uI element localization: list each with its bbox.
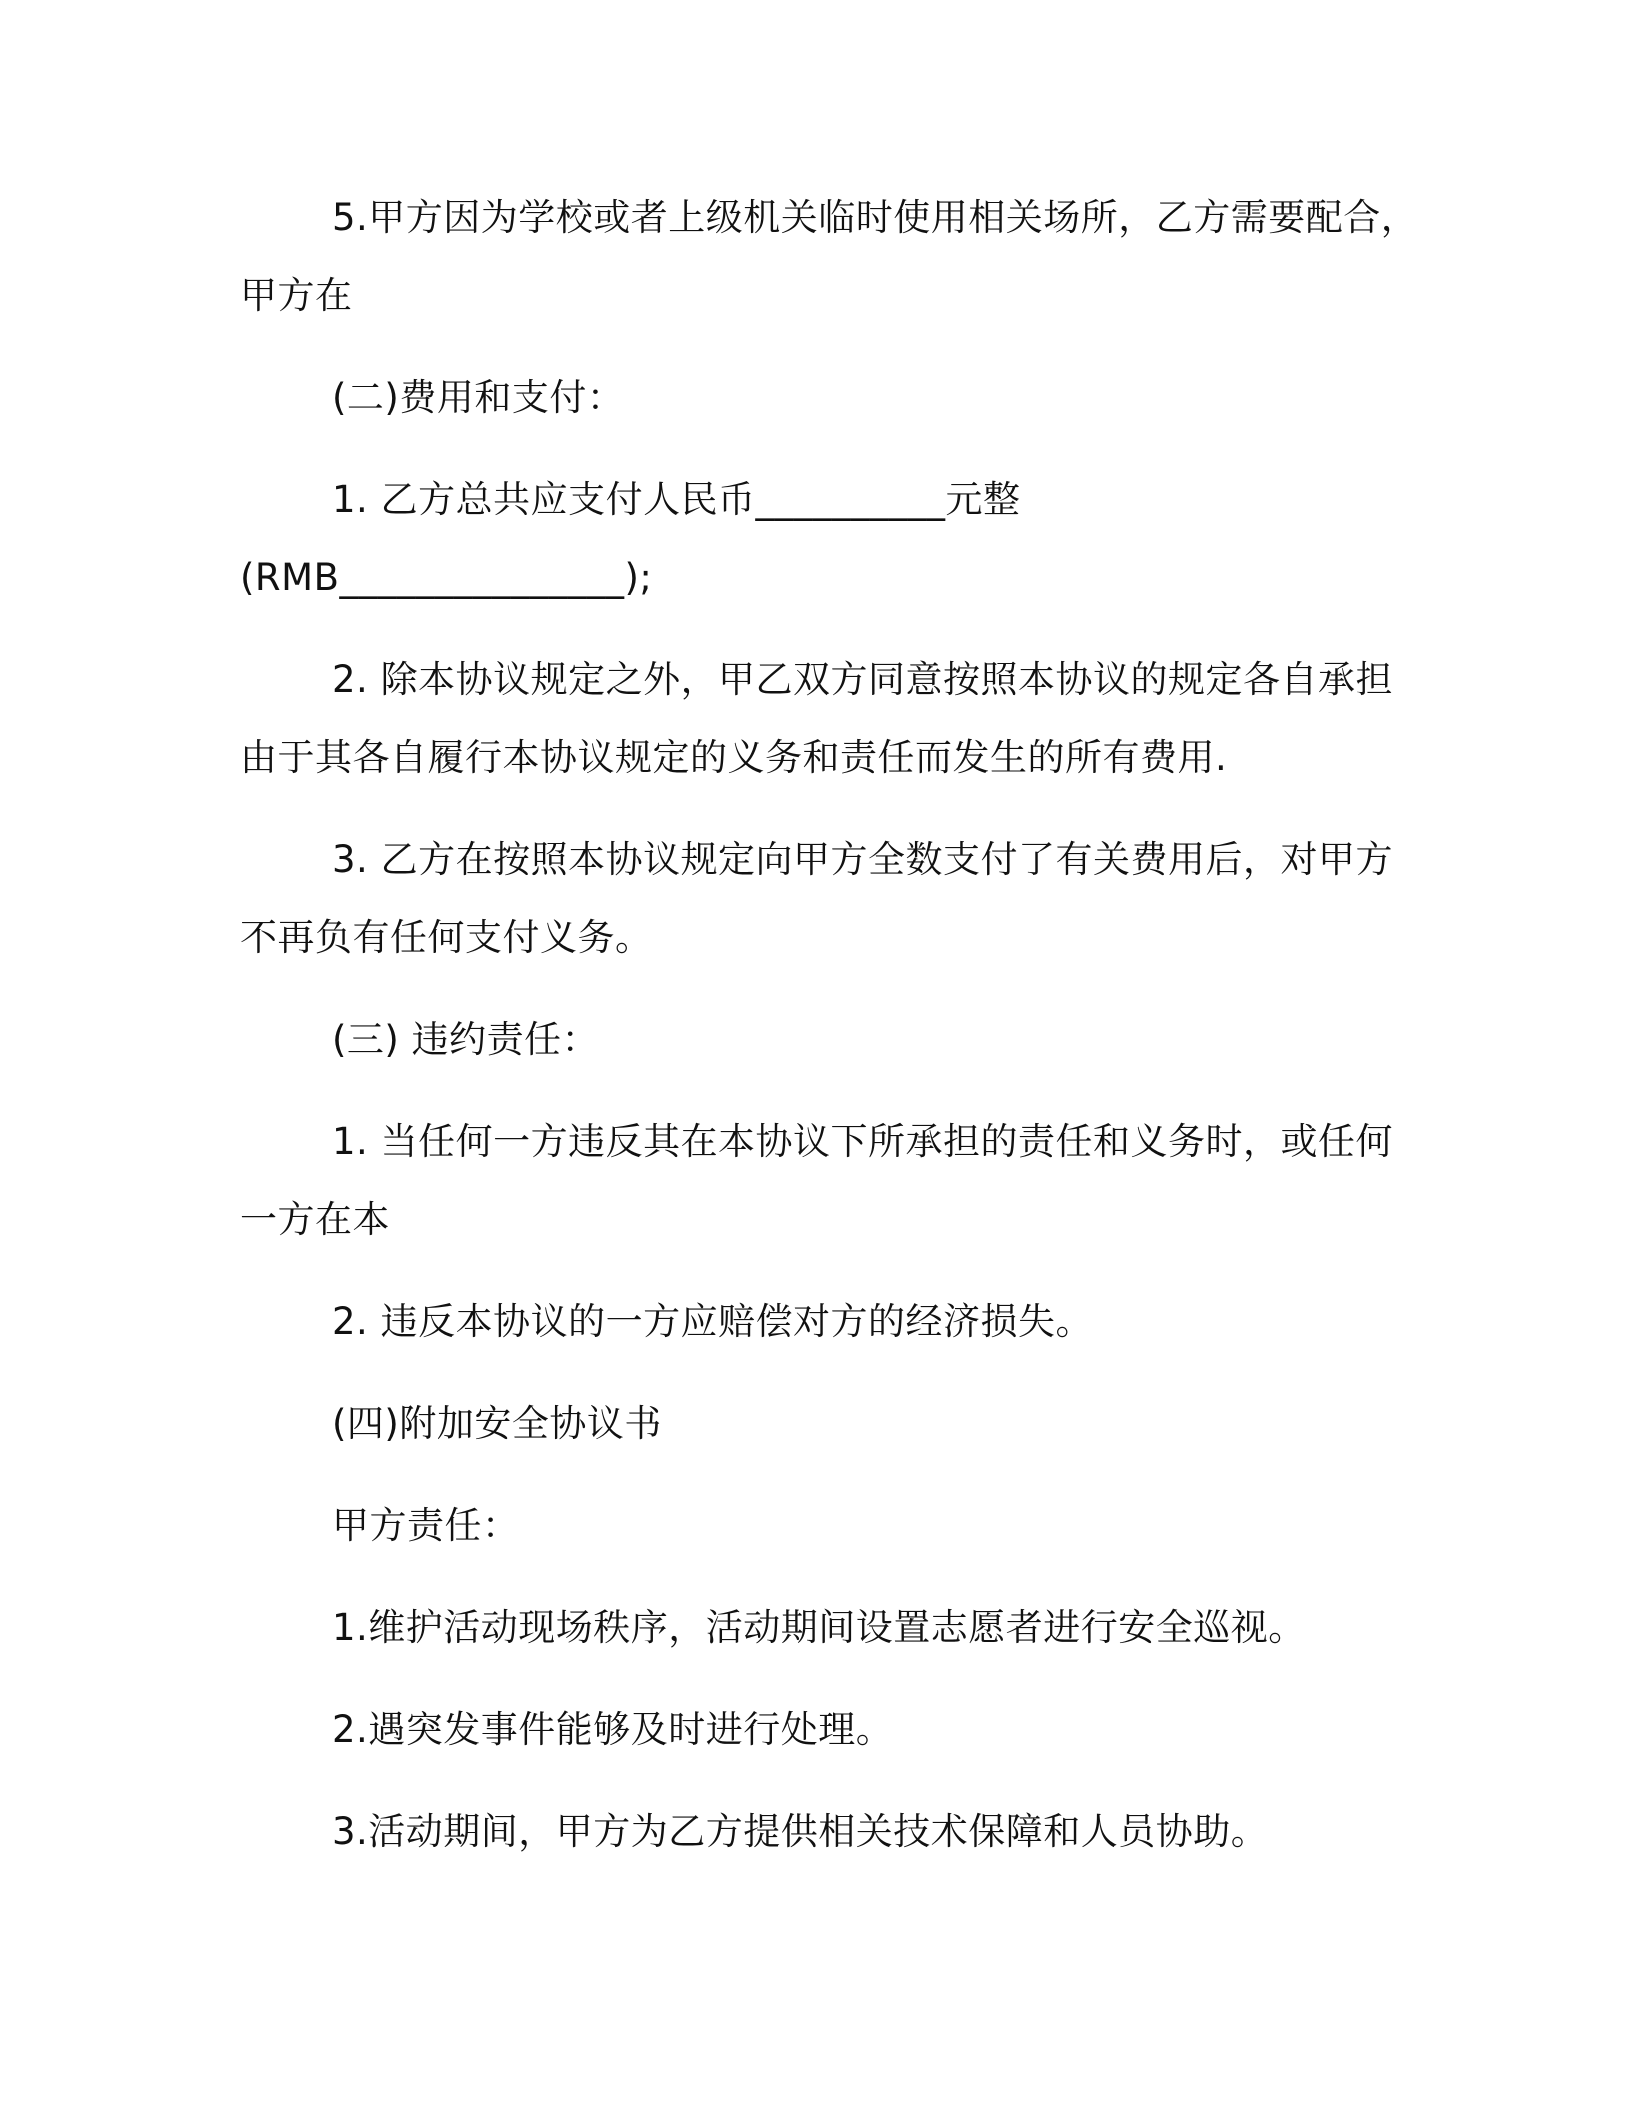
section-heading-breach: (三) 违约责任： — [332, 1018, 600, 1061]
safety-clause-3: 3.活动期间，甲方为乙方提供相关技术保障和人员协助。 — [332, 1810, 1269, 1853]
breach-clause-1-line-1: 1. 当任何一方违反其在本协议下所承担的责任和义务时，或任何 — [332, 1120, 1394, 1163]
breach-clause-1-line-2: 一方在本 — [240, 1198, 390, 1241]
section-heading-fees: (二)费用和支付： — [332, 376, 625, 419]
safety-clause-1: 1.维护活动现场秩序，活动期间设置志愿者进行安全巡视。 — [332, 1606, 1306, 1649]
fee-clause-3-line-2: 不再负有任何支付义务。 — [240, 916, 653, 959]
safety-clause-2: 2.遇突发事件能够及时进行处理。 — [332, 1708, 894, 1751]
fee-clause-3-line-1: 3. 乙方在按照本协议规定向甲方全数支付了有关费用后，对甲方 — [332, 838, 1394, 881]
fee-clause-2-line-2: 由于其各自履行本协议规定的义务和责任而发生的所有费用. — [240, 736, 1228, 779]
party-a-responsibilities: 甲方责任： — [332, 1504, 520, 1547]
fee-clause-1-line-1: 1. 乙方总共应支付人民币__________元整 — [332, 478, 1021, 521]
section-heading-safety: (四)附加安全协议书 — [332, 1402, 662, 1445]
fee-clause-2-line-1: 2. 除本协议规定之外，甲乙双方同意按照本协议的规定各自承担 — [332, 658, 1394, 701]
breach-clause-2: 2. 违反本协议的一方应赔偿对方的经济损失。 — [332, 1300, 1094, 1343]
fee-clause-1-line-2: (RMB_______________); — [240, 556, 653, 599]
clause-5-line-2: 甲方在 — [240, 274, 353, 317]
clause-5-line-1: 5.甲方因为学校或者上级机关临时使用相关场所，乙方需要配合， — [332, 196, 1419, 239]
